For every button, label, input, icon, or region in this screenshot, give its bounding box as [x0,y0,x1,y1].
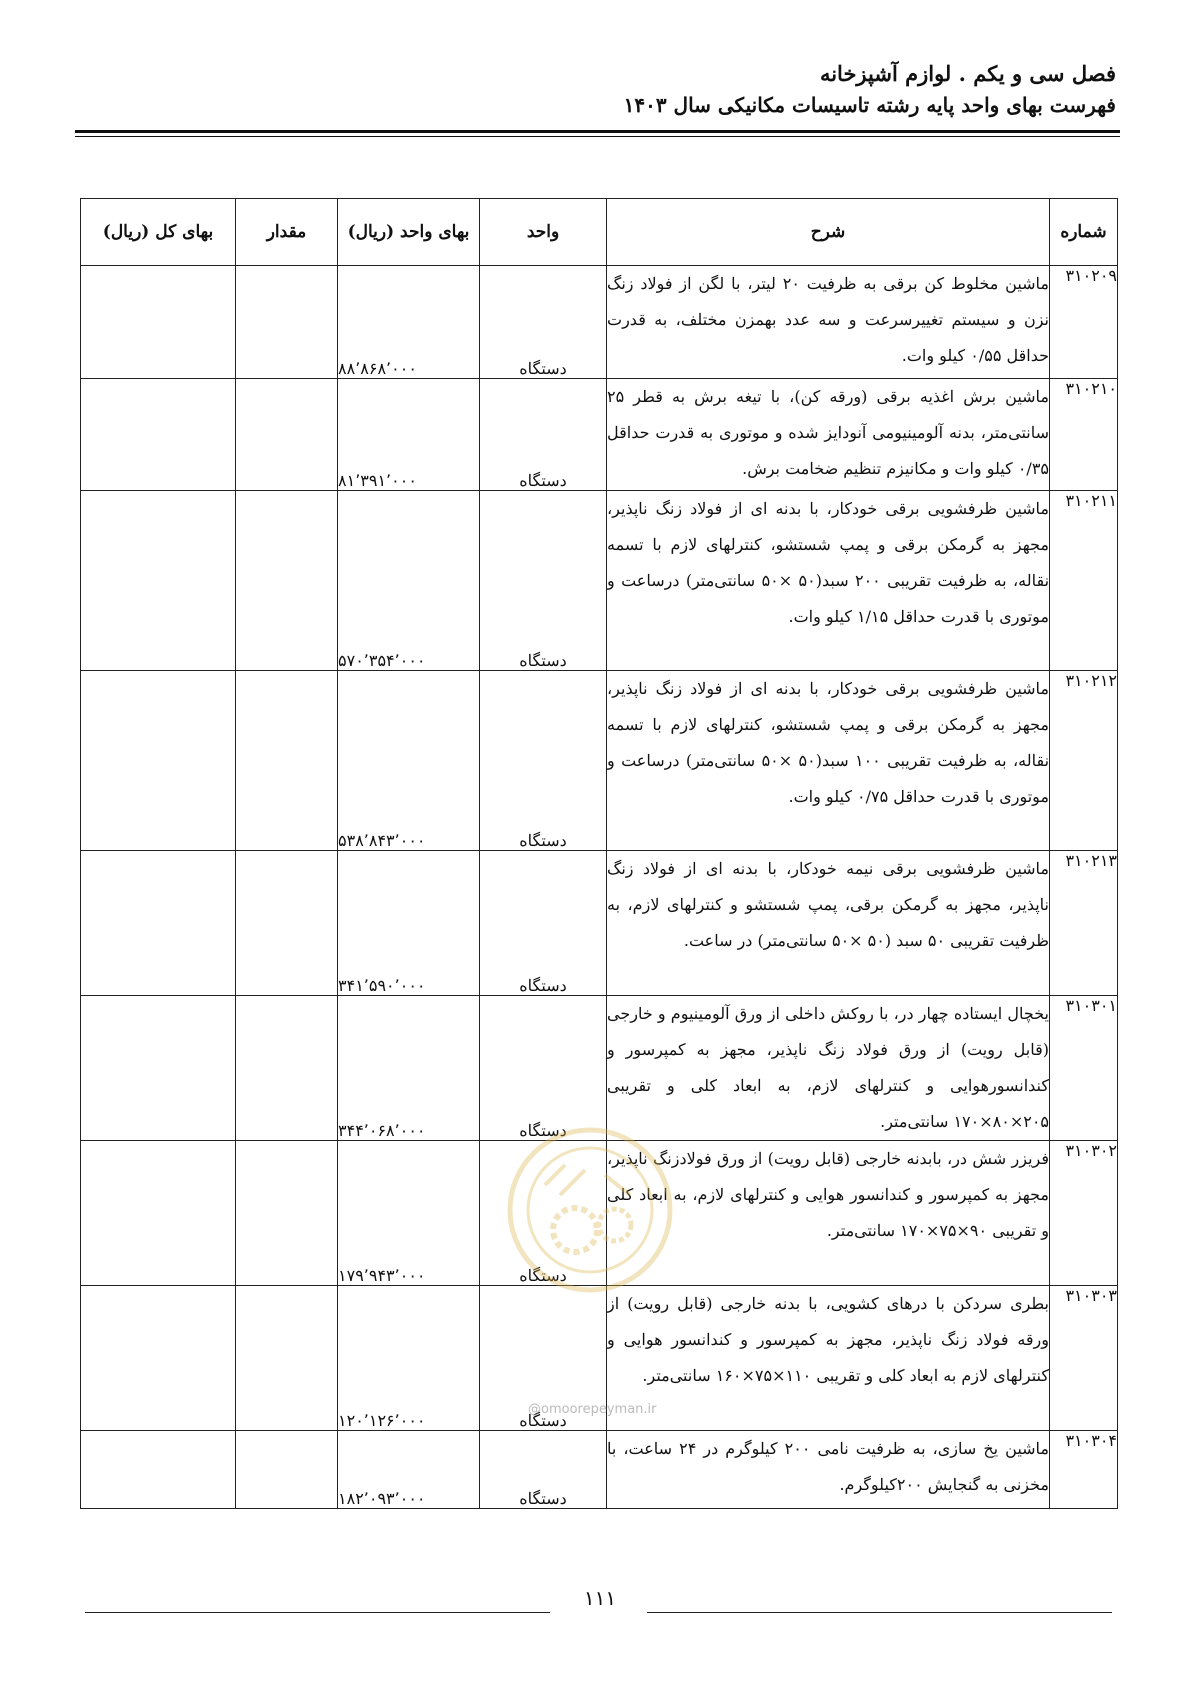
item-total [81,996,236,1141]
item-description: ماشین برش اغذیه برقی (ورقه کن)، با تیغه برش به قطر ۲۵ سانتی‌متر، بدنه آلومینیومی آنودایز شده و موتوری به قدرت حداقل ۰/۳۵ کیلو وات و مکانیزم تنظیم ضخامت برش. [607,379,1050,491]
watermark-site-text: @omoorepeyman.ir [528,1402,657,1417]
item-unit-price: ۱۲۰٬۱۲۶٬۰۰۰ [338,1286,480,1431]
item-quantity [236,1286,338,1431]
page-header [71,58,1116,120]
col-header-total: بهای کل (ریال) [81,199,236,266]
page-number: ۱۱۱ [583,1586,617,1610]
header-rule-thin [75,136,1120,137]
item-description: بطری سردکن با درهای کشویی، با بدنه خارجی (قابل رویت) از ورقه فولاد زنگ ناپذیر، مجهز به کمپرسور و کندانسور هوایی و کنترلهای لازم به ابعاد کلی و تقریبی ۱۱۰×۷۵×۱۶۰ سانتی‌متر. [607,1286,1050,1431]
header-rule-thick [75,130,1120,133]
item-unit-price: ۳۴۱٬۵۹۰٬۰۰۰ [338,851,480,996]
item-code: ۳۱۰۲۱۰ [1050,379,1118,491]
item-description: ماشین ظرفشویی برقی نیمه خودکار، با بدنه ای از فولاد زنگ ناپذیر، مجهز به گرمکن برقی، پمپ شستشو و کنترلهای لازم، به ظرفیت تقریبی ۵۰ سبد (۵۰ ×۵۰ سانتی‌متر) در ساعت. [607,851,1050,996]
item-description: فریزر شش در، بابدنه خارجی (قابل رویت) از ورق فولادزنگ ناپذیر، مجهز به کمپرسور و کندانسور هوایی و کنترلهای لازم، به ابعاد کلی و تقریبی ۹۰×۷۵×۱۷۰ سانتی‌متر. [607,1141,1050,1286]
item-code: ۳۱۰۲۱۳ [1050,851,1118,996]
table-row [81,379,1118,491]
item-total [81,851,236,996]
table-header-row [81,199,1118,266]
item-total [81,1141,236,1286]
item-quantity [236,266,338,379]
item-unit-price: ۱۸۲٬۰۹۳٬۰۰۰ [338,1431,480,1509]
item-quantity [236,1141,338,1286]
item-total [81,491,236,671]
item-total [81,1431,236,1509]
item-unit-price: ۵۷۰٬۳۵۴٬۰۰۰ [338,491,480,671]
document-subtitle: فهرست بهای واحد پایه رشته تاسیسات مکانیکی سال ۱۴۰۳ [623,93,1116,117]
item-unit: دستگاه [480,379,607,491]
table-row [81,491,1118,671]
item-code: ۳۱۰۲۱۱ [1050,491,1118,671]
item-unit: دستگاه [480,671,607,851]
table-row [81,266,1118,379]
table-row [81,1141,1118,1286]
item-unit-price: ۵۳۸٬۸۴۳٬۰۰۰ [338,671,480,851]
footer-rule-right [647,1612,1112,1613]
item-unit: دستگاه [480,1141,607,1286]
item-quantity [236,851,338,996]
item-code: ۳۱۰۳۰۳ [1050,1286,1118,1431]
table-row [81,671,1118,851]
item-code: ۳۱۰۳۰۱ [1050,996,1118,1141]
item-unit-price: ۱۷۹٬۹۴۳٬۰۰۰ [338,1141,480,1286]
item-quantity [236,491,338,671]
item-total [81,266,236,379]
item-description: یخچال ایستاده چهار در، با روکش داخلی از ورق آلومینیوم و خارجی (قابل رویت) از ورق فولاد زنگ ناپذیر، مجهز به کمپرسور و کندانسورهوایی و کنترلهای لازم، به ابعاد کلی و تقریبی ۲۰۵×۸۰×۱۷۰ سانتی‌متر. [607,996,1050,1141]
col-header-description: شرح [607,199,1050,266]
table-row [81,996,1118,1141]
item-description: ماشین مخلوط کن برقی به ظرفیت ۲۰ لیتر، با لگن از فولاد زنگ نزن و سیستم تغییرسرعت و سه عدد بهمزن مختلف، به قدرت حداقل ۰/۵۵ کیلو وات. [607,266,1050,379]
footer-rule-left [85,1612,550,1613]
item-description: ماشین یخ سازی، به ظرفیت نامی ۲۰۰ کیلوگرم در ۲۴ ساعت، با مخزنی به گنجایش ۲۰۰کیلوگرم. [607,1431,1050,1509]
item-quantity [236,671,338,851]
item-quantity [236,379,338,491]
item-quantity [236,996,338,1141]
item-total [81,671,236,851]
item-total [81,379,236,491]
item-unit: دستگاه [480,491,607,671]
item-code: ۳۱۰۲۱۲ [1050,671,1118,851]
item-description: ماشین ظرفشویی برقی خودکار، با بدنه ای از فولاد زنگ ناپذیر، مجهز به گرمکن برقی و پمپ شستشو، کنترلهای لازم با تسمه نقاله، به ظرفیت تقریبی ۲۰۰ سبد(۵۰ ×۵۰ سانتی‌متر) درساعت و موتوری با قدرت حداقل ۱/۱۵ کیلو وات. [607,491,1050,671]
item-unit: دستگاه [480,996,607,1141]
item-code: ۳۱۰۳۰۴ [1050,1431,1118,1509]
col-header-code: شماره [1050,199,1118,266]
price-table [80,198,1118,1509]
item-unit-price: ۳۴۴٬۰۶۸٬۰۰۰ [338,996,480,1141]
item-code: ۳۱۰۲۰۹ [1050,266,1118,379]
col-header-unit: واحد [480,199,607,266]
item-unit: دستگاه [480,266,607,379]
item-quantity [236,1431,338,1509]
item-code: ۳۱۰۳۰۲ [1050,1141,1118,1286]
table-row [81,1431,1118,1509]
col-header-quantity: مقدار [236,199,338,266]
item-description: ماشین ظرفشویی برقی خودکار، با بدنه ای از فولاد زنگ ناپذیر، مجهز به گرمکن برقی و پمپ شستشو، کنترلهای لازم با تسمه نقاله، به ظرفیت تقریبی ۱۰۰ سبد(۵۰ ×۵۰ سانتی‌متر) درساعت و موتوری با قدرت حداقل ۰/۷۵ کیلو وات. [607,671,1050,851]
col-header-unit-price: بهای واحد (ریال) [338,199,480,266]
item-unit-price: ۸۱٬۳۹۱٬۰۰۰ [338,379,480,491]
item-unit: دستگاه [480,1286,607,1431]
item-total [81,1286,236,1431]
item-unit: دستگاه [480,851,607,996]
chapter-title: فصل سی و یکم . لوازم آشپزخانه [819,61,1116,86]
table-row [81,851,1118,996]
item-unit: دستگاه [480,1431,607,1509]
item-unit-price: ۸۸٬۸۶۸٬۰۰۰ [338,266,480,379]
